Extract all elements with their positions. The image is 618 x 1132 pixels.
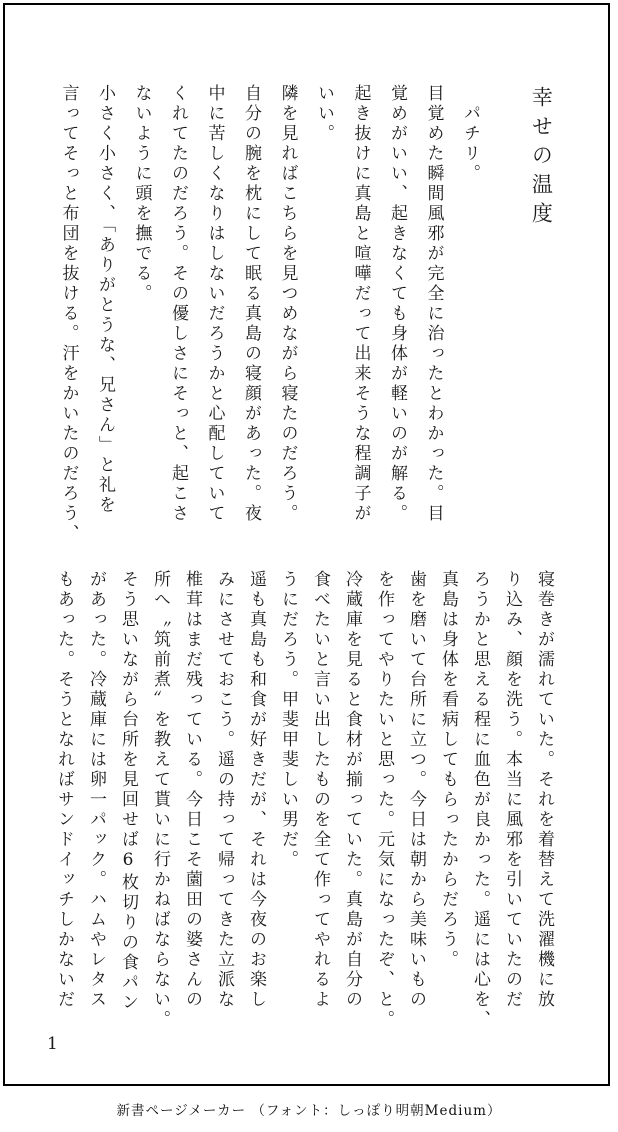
text-line: を作ってやりたいと思った。元気になったぞ、と。 [374,570,394,1030]
text-line: 食べたいと言い出したものを全て作ってやれるよ [310,570,330,1010]
text-line: 言ってそっと布団を抜ける。汗をかいたのだろう、 [58,84,79,544]
text-line: もあった。そうとなればサンドイッチしかないだ [54,570,74,1010]
text-line: 小さく小さく、「ありがとうな、兄さん」と礼を [95,84,115,516]
text-line: 冷蔵庫を見ると食材が揃っていた。真島が自分の [342,570,362,1010]
page-title: 幸せの温度 [529,86,554,231]
text-line: 隣を見ればこちらを見つめながら寝たのだろう。 [277,84,298,524]
text-line: 自分の腕を枕にして眠る真島の寝顔があった。夜 [241,84,261,524]
text-band-bottom [55,570,552,1030]
text-line: うにだろう。甲斐甲斐しい男だ。 [278,570,298,870]
text-line: 目覚めた瞬間風邪が完全に治ったとわかった。目 [423,84,444,524]
text-line: 所へ〝筑前煮〟を教えて貰いに行かねばならない。 [150,570,170,1030]
text-line: 遥も真島も和食が好きだが、それは今夜のお楽し [246,570,266,1010]
text-line: 起き抜けに真島と喧嘩だって出来そうな程調子が [350,84,371,524]
text-line: そう思いながら台所を見回せば6枚切りの食パン [118,570,138,1013]
text-line: 中に苦しくなりはしないだろうかと心配していて [204,84,225,524]
text-line: 椎茸はまだ残っている。今日こそ薗田の婆さんの [182,570,202,1010]
text-line: 歯を磨いて台所に立つ。今日は朝から美味いもの [406,570,426,1010]
footer-caption: 新書ページメーカー （フォント：しっぽり明朝Medium） [116,1103,502,1119]
text-line: ないように頭を撫でる。 [131,84,152,304]
text-line: り込み、顔を洗う。本当に風邪を引いていたのだ [502,570,522,1010]
text-line: パチリ。 [460,84,480,184]
text-line: があった。冷蔵庫には卵一パック。ハムやレタス [86,570,106,1010]
text-line: みにさせておこう。遥の持って帰ってきた立派な [214,570,234,1010]
text-line: 覚めがいい、起きなくても身体が軽いのが解る。 [387,84,407,524]
text-band-top [60,84,479,544]
text-line: いい。 [314,84,334,144]
text-line: 真島は身体を看病してもらったからだろう。 [438,570,458,970]
text-line: 寝巻きが濡れていた。それを着替えて洗濯機に放 [534,570,554,1010]
text-line: ろうかと思える程に血色が良かった。遥には心を、 [470,570,490,1030]
text-line: くれてたのだろう。その優しさにそっと、起こさ [168,84,188,524]
page-number: 1 [47,1034,58,1054]
